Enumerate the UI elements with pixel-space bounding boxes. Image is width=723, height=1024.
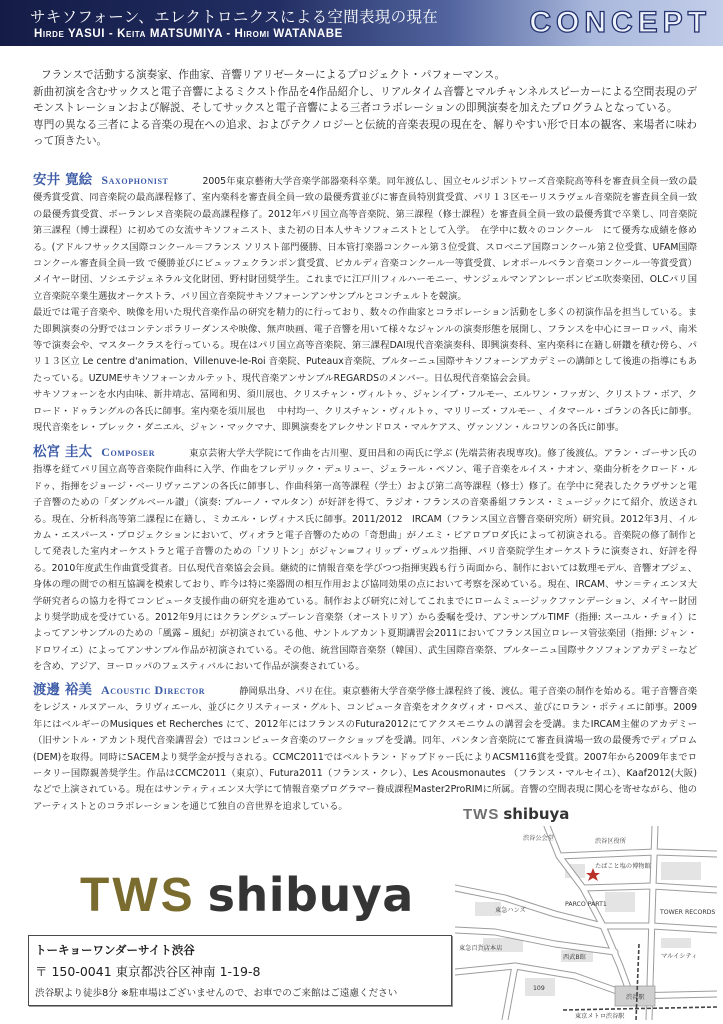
venue-access-note: 渋谷駅より徒歩8分 ※駐車場はございませんので、お車でのご来館はご遠慮ください <box>35 988 398 999</box>
map-label: 西武B館 <box>563 954 586 961</box>
bio-paragraph <box>33 387 697 436</box>
header-banner <box>0 0 723 46</box>
artist-name: 松宮 圭太 <box>33 444 93 460</box>
artist-role: Composer <box>101 445 156 459</box>
bio-section-composer <box>33 444 697 676</box>
map-label: 東急ハンズ <box>495 907 526 914</box>
access-map <box>455 826 717 1020</box>
map-label: 渋谷区役所 <box>595 838 626 845</box>
venue-logo-small <box>463 804 569 823</box>
intro-paragraph: フランスで活動する演奏家、作曲家、音響リアリゼーターによるプロジェクト・パフォーマンス。 <box>41 69 506 81</box>
map-label: 渋谷駅 <box>626 994 645 1001</box>
bio-paragraph <box>33 172 697 305</box>
bio-text: サキソフォーンを水内由味、新井靖志、冨岡和男、須川展也、クリスチャン・ヴィルトゥ、ジャンイブ・フルモー、エルワン・ファガン、クリストフ・ボア、クロード・ドゥラングルの各氏に師事。室内楽を須川展也 中村均一、クリスチャン・ヴィルトゥ、マリリーズ・フルモー 、イタマール・ゴランの各氏に師事。現代音楽をレ・ブレック・ダニエル、ジャン・マックマナ、即興演奏をアレクサンドロス・マルケアス、ヴァンソン・ルコワンの各氏に師事。 <box>33 389 697 434</box>
logo-shibuya-text: shibuya <box>207 868 414 922</box>
map-label: マルイシティ <box>661 953 698 960</box>
header-title: サキソフォーン、エレクトロニクスによる空間表現の現在 <box>30 8 439 26</box>
bio-paragraph <box>33 682 697 815</box>
artist-name: 安井 寛絵 <box>33 172 93 188</box>
artist-role: Saxophonist <box>101 173 169 187</box>
bio-text: 静岡県出身、パリ在住。東京藝術大学音楽学修士課程終了後、渡仏。電子音楽の制作を始める。電子音響音楽をレジス・ルヌアール、ラリヴィエール、並びにクリスティーヌ・グルト、コンピュータ音楽をオクタヴィオ・ロペス、並びにロラン・ポティエに師事。2009年にはベルギーのMusiques et Recherches にて、2012年にはフランスのFutura2012にてアクスモニウムの講習会を受講。またIRCAM主催のアカデミー（旧サントル・アカント現代音楽講習会）ではコンピュータ音楽のワークショップを受講。同年、パンタン音楽院にて審査員満場一致の最優秀でディプロム(DEM)を取得。同時にSACEMより奨学金が授与される。CCMC2011ではベルトラン・ドゥブドゥー氏によりACSM116賞を受賞。2007年から2009年までロータリー国際親善奨学生。作品はCCMC2011（東京）、Futura2011（フランス・クレ）、Les Acousmonautes （フランス・マルセイユ）、Kaaf2012(大阪)などで上演されている。現在はサンティティエンヌ大学にて情報音楽プログラマー養成課程Master2ProRIMに所属。音響の空間表現に関心を寄せながら、他のアーティストとのコラボレーションを通じて独自の音世界を追求している。 <box>33 686 697 812</box>
bio-paragraph <box>33 305 697 387</box>
artist-name: 渡邊 裕美 <box>33 682 92 698</box>
intro-section <box>33 67 697 150</box>
bio-paragraph <box>33 444 697 676</box>
map-label: TOWER RECORDS <box>660 909 716 916</box>
bio-text: 最近では電子音楽や、映像を用いた現代音楽作品の研究を精力的に行っており、数々の作曲家とコラボレーション活動をし多くの初演作品を担当している。また即興演奏の分野ではコンテンポラリーダンスや映像、無声映画、電子音響を用いて様々なジャンルの演奏形態を展開し、フランスを中心にヨーロッパ、南米等で演奏会や、マスタークラスを行っている。現在はパリ国立高等音楽院、第三課程DAI現代音楽演奏科、即興演奏科、室内楽科に在籍し研鑽を積む傍ら、パリ１３区立 Le centre d'animation、Villenuve-le-Roi 音楽院、Puteaux音楽院、ブルターニュ国際サキソフォーンアカデミーの講師として後進の指導にもあたっている。UZUMEサキソフォーンカルテット、現代音楽アンサンブルREGARDSのメンバー。日仏現代音楽協会会員。 <box>33 307 697 384</box>
map-label: 東京メトロ渋谷駅 <box>575 1013 625 1020</box>
map-label: PARCO PART1 <box>565 901 607 908</box>
bio-section-acoustic-director <box>33 682 697 815</box>
map-label: たばこと塩の博物館 <box>595 863 651 870</box>
intro-paragraph: 新曲初演を含むサックスと電子音響によるミクスト作品を4作品紹介し、リアルタイム音響とマルチャンネルスピーカーによる空間表現のデモンストレーションおよび解説、そしてサックスと電子音響による三者コラボレーションの即興演奏を加えたプログラムとなっている。 <box>33 85 697 114</box>
access-map-svg <box>455 826 717 1020</box>
logo-tws-text: TWS <box>80 869 196 922</box>
performer-names: Hirde YASUI - Keita MATSUMIYA - Hiromi WATANABE <box>34 28 343 40</box>
map-label: 渋谷公会堂 <box>523 835 554 842</box>
bio-text: 2005年東京藝術大学音楽学部器楽科卒業。同年渡仏し、国立セルジポントワーズ音楽院高等科を審査員全員一致の最優秀賞受賞、同音楽院の最高課程修了、室内楽科を審査員全員一致の最優秀賞並びに審査員特別賞受賞、パリ１３区モーリスラヴェル音楽院を審査員全員一致の最優秀賞受賞、ボーランレヌ音楽院の最高課程修了。2012年パリ国立高等音楽院、第三課程（修士課程）を審査員全員一致の最優秀賞で卒業し、同音楽院第三課程（博士課程）に初めての女流サキソフォニスト、また初の日本人サキソフォニストとして入学。 在学中に数々のコンクール にて優秀な成績を修める。(アドルフサックス国際コンクール＝フランス ソリスト部門優勝、日本管打楽器コンクール第３位受賞、スロベニア国際コンクール第２位受賞、UFAM国際コンクール審査員全員一致 で優勝並びにビュッフェクランポン賞受賞、ピカルディ音楽コンクール一等賞受賞、レオポールベラン音楽コンクール一等賞受賞）メイヤー財団、ソシエテジェネラル文化財団、野村財団奨学生。これまでに江戸川フィルハーモニー、サンジェルマンアンレーボンピエ吹奏楽団、OLCパリ国立音楽院卒業生選抜オーケストラ、パリ国立音楽院サキソフォーンアンサンブルとコンチェルトを競演。 <box>33 176 697 302</box>
logo-shibuya-text: shibuya <box>503 805 570 823</box>
venue-name: トーキョーワンダーサイト渋谷 <box>35 943 195 957</box>
intro-paragraph: 専門の異なる三者による音楽の現在への追求、およびテクノロジーと伝統的音楽表現の現在を、解りやすい形で日本の観客、来場者に味わって頂きたい。 <box>33 118 697 147</box>
map-label: 東急百貨店本店 <box>459 945 503 952</box>
artist-role: Acoustic Director <box>100 683 206 697</box>
map-label: 109 <box>533 985 545 992</box>
bio-text: 東京芸術大学大学院にて作曲を古川聖、夏田昌和の両氏に学ぶ (先端芸術表現専攻)。修了後渡仏。アラン・ゴーサン氏の指導を経てパリ国立高等音楽院作曲科に入学、作曲をフレデリック・デュリュー、ジェラール・ペソン、電子音楽をルイス・ナオン、楽曲分析をクロード・ルドゥ、指揮をジョージ・ベーリヴァニアンの各氏に師事し、作曲科第一高等課程（学士）および第二高等課程（修士）修了。在学中に発表したクラヴサンと電子音響のための「ダングルベール讃」（演奏: ブルーノ・マルタン）が好評を得て、ラジオ・フランスの音楽番組フランス・ミュージックにて紹介、放送される。現在、分析科高等第二課程に在籍し、ミカエル・レヴィナス氏に師事。2011/2012 IRCAM（フランス国立音響音楽研究所）研究員。2012年3月、イルカム・エスパース・プロジェクションにおいて、ヴィオラと電子音響のための「奇想曲」がノエミ・ビアロブロダ氏によって初演される。音楽院の修了制作として発表した室内オーケストラと電子音響のための「ソリトン」がジャン=フィリップ・ヴュルツ指揮、パリ音楽院学生オーケストラに演奏され、好評を得る。2010年度武生作曲賞受賞者。日仏現代音楽協会会員。継続的に情報音楽を学びつつ指揮実践も行う両面から、制作においては数理モデル、音響オブジェ、身体の理の間での相互協調を模索しており、昨今は特に楽器間の相互作用および協同効果の点において考察を深めている。現在、IRCAM、サン＝ティエンヌ大学研究者らの協力を得てコンピュータ支援作曲の研究を進めている。制作および研究に対してこれまでにロームミュージックファンデーション、メイヤー財団より奨学助成を受けている。2012年9月にはクラングシュプーレン音楽祭（オーストリア）から委嘱を受け、アンサンブルTIMF（指揮: スーユル・チョイ）によってアンサンブルのための「風露 – 風紀」が初演されている他、サントルアカント夏期講習会2011においてフランス国立ロレーヌ管弦楽団（指揮: ジャン・ドロワイエ）によってアンサンブル作品が初演されている。その他、統営国際音楽祭（韓国）、武生国際音楽祭、ブルターニュ国際サクソフォンアカデミーなどを含め、アジア、ヨーロッパのフェスティバルにおいて作品が演奏されている。 <box>33 448 697 673</box>
venue-address: 〒 150-0041 東京都渋谷区神南 1-19-8 <box>35 964 261 979</box>
venue-info-box <box>28 935 452 1006</box>
venue-logo-large <box>80 868 414 923</box>
concept-heading: CONCEPT <box>529 6 711 39</box>
logo-tws-text: TWS <box>463 806 500 823</box>
bio-section-saxophonist <box>33 172 697 437</box>
